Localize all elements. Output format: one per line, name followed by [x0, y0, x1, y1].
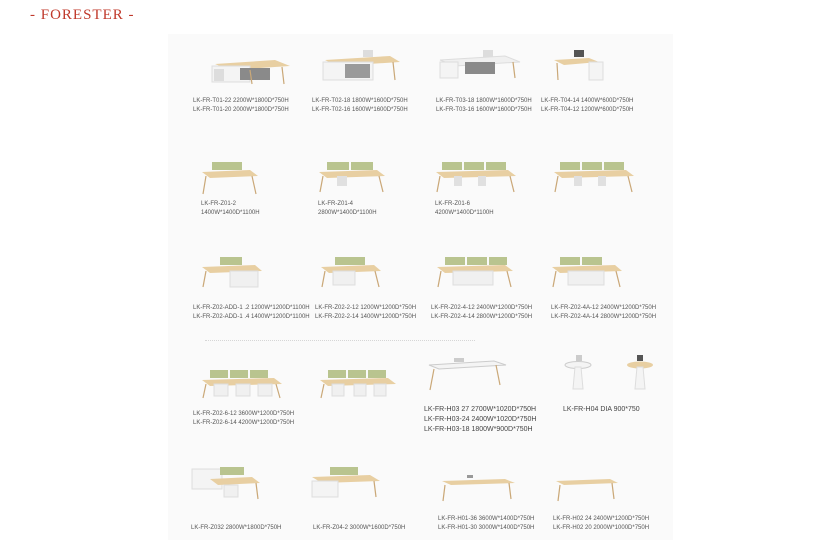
product-caption: LK-FR-H03 27 2700W*1020D*750H LK-FR-H03-24 2400W*1020D*750H LK-FR-H03-18 1800W*900D*750H — [424, 406, 537, 433]
executive-desk-image — [315, 50, 405, 90]
product-caption: LK-FR-T03-18 1800W*1600D*750H LK-FR-T03-16 1600W*1600D*750H — [436, 98, 532, 113]
product-caption: LK-FR-Z01-4 2800W*1400D*1100H — [318, 201, 377, 216]
product-caption: LK-FR-T02-18 1800W*1600D*750H LK-FR-T02-16 1600W*1600D*750H — [312, 98, 408, 113]
workstation-image — [317, 160, 387, 200]
workstation-image — [435, 255, 515, 295]
workstation-image — [319, 255, 384, 295]
workstation-image — [200, 255, 265, 295]
product-caption: LK-FR-Z02-2-12 1200W*1200D*750H LK-FR-Z02-2-14 1400W*1200D*750H — [315, 305, 417, 320]
product-caption: LK-FR-Z02-ADD-1 .2 1200W*1200D*1100H LK-FR-Z02-ADD-1 .4 1400W*1200D*1100H — [193, 305, 310, 320]
meeting-table-image — [552, 475, 622, 505]
desk-image — [549, 50, 609, 90]
workstation-image — [190, 465, 265, 505]
workstation-image — [434, 160, 519, 200]
product-caption: LK-FR-Z02-6-12 3600W*1200D*750H LK-FR-Z02-6-14 4200W*1200D*750H — [193, 411, 295, 426]
product-caption: LK-FR-T01-22 2200W*1800D*750H LK-FR-T01-20 2000W*1800D*750H — [193, 98, 289, 113]
product-caption: LK-FR-H01-36 3600W*1400D*750H LK-FR-H01-30 3000W*1400D*750H — [438, 516, 535, 531]
workstation-image — [200, 160, 260, 200]
divider-line — [205, 340, 475, 341]
workstation-image — [318, 368, 398, 408]
workstation-image — [200, 368, 285, 408]
product-caption: LK-FR-T04-14 1400W*600D*750H LK-FR-T04-12 1200W*600D*750H — [541, 98, 634, 113]
brand-title: - FORESTER - — [30, 7, 135, 23]
round-table-image — [560, 355, 660, 397]
workstation-image — [550, 255, 625, 295]
workstation-image — [310, 465, 385, 505]
workstation-image — [552, 160, 637, 200]
product-caption: LK-FR-Z032 2800W*1800D*750H — [191, 525, 282, 531]
executive-desk-image — [200, 52, 295, 92]
product-caption: LK-FR-H04 DIA 900*750 — [563, 406, 640, 413]
product-caption: LK-FR-Z04-2 3000W*1600D*750H — [313, 525, 406, 531]
product-caption: LK-FR-Z01-6 4200W*1400D*1100H — [435, 201, 494, 216]
product-caption: LK-FR-Z02-4A-12 2400W*1200D*750H LK-FR-Z02-4A-14 2800W*1200D*750H — [551, 305, 657, 320]
product-caption: LK-FR-H02 24 2400W*1200D*750H LK-FR-H02 20 2000W*1000D*750H — [553, 516, 650, 531]
conference-table-image — [424, 355, 509, 395]
product-caption: LK-FR-Z01-2 1400W*1400D*1100H — [201, 201, 260, 216]
executive-desk-image — [435, 50, 525, 90]
product-caption: LK-FR-Z02-4-12 2400W*1200D*750H LK-FR-Z02-4-14 2800W*1200D*750H — [431, 305, 533, 320]
conference-table-image — [437, 475, 517, 505]
